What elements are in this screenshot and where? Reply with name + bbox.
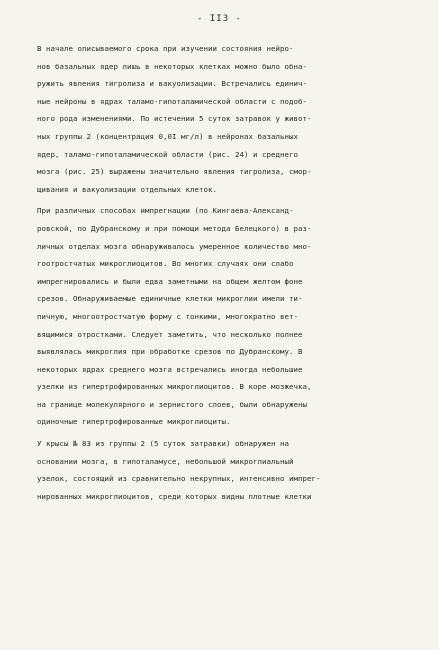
text-line: При различных способах импрегнации (по Кингаева-Александ- bbox=[37, 206, 294, 216]
text-line: узелки из гипертрофированных микроглиоцитов. В коре мозжечка, bbox=[37, 382, 312, 392]
text-line: на границе молекулярного и зернистого слоев, были обнаружены bbox=[37, 399, 307, 409]
text-line: ровской, по Дубранскому и при помощи метода Белецкого) в раз- bbox=[37, 223, 312, 233]
text-line: ружить явления тигролиза и вакуолизации. Встречались единич- bbox=[37, 79, 307, 89]
text-line: нированных микроглиоцитов, среди которых видны плотные клетки bbox=[37, 491, 312, 501]
text-line: мозга (рис. 25) выражены значительно явления тигролиза, смор- bbox=[37, 167, 312, 177]
body-text bbox=[37, 40, 415, 505]
text-line: личных отделах мозга обнаруживалось умеренное количество мно- bbox=[37, 241, 312, 251]
text-line: пичную, многоотростчатую форму с тонкими, многократно вет- bbox=[37, 311, 298, 321]
text-line: гоотростчатых микроглиоцитов. Во многих случаях они слабо bbox=[37, 259, 294, 269]
text-line: вящимися отростками. Следует заметить, что несколько полнее bbox=[37, 329, 303, 339]
paragraph bbox=[37, 435, 415, 505]
text-line: срезов. Обнаруживаемые единичные клетки микроглии имели ти- bbox=[37, 294, 303, 304]
text-line: щивания и вакуолизации отдельных клеток. bbox=[37, 184, 217, 194]
paragraph bbox=[37, 40, 415, 198]
text-line: некоторых ядрах среднего мозга встречались иногда небольшие bbox=[37, 364, 303, 374]
text-line: У крысы № 83 из группы 2 (5 суток затравки) обнаружен на bbox=[37, 439, 289, 449]
text-line: ных группы 2 (концентрация 0,0I мг/л) в нейронах базальных bbox=[37, 131, 298, 141]
text-line: ядер, таламо-гипоталамической области (рис. 24) и среднего bbox=[37, 149, 298, 159]
text-line: импрегнировались и были едва заметными на общем желтом фоне bbox=[37, 276, 303, 286]
text-line: одиночные гипертрофированные микроглиоциты. bbox=[37, 417, 231, 427]
text-line: ные нейроны в ядрах таламо-гипоталамической области с подоб- bbox=[37, 96, 307, 106]
paragraph bbox=[37, 202, 415, 431]
text-line: нов базальных ядер лишь в некоторых клетках можно было обна- bbox=[37, 61, 307, 71]
text-line: узелок, состоящий из сравнительно некрупных, интенсивно импрег- bbox=[37, 474, 321, 484]
page-number: - II3 - bbox=[197, 14, 242, 24]
text-line: В начале описываемого срока при изучении состояния нейро- bbox=[37, 44, 294, 53]
text-line: выявлялась микроглия при обработке срезов по Дубранскому. В bbox=[37, 347, 303, 357]
text-line: основании мозга, в гипоталамусе, небольшой микроглиальный bbox=[37, 456, 294, 466]
text-line: ного рода изменениями. По истечении 5 суток затравок у живот- bbox=[37, 114, 312, 124]
